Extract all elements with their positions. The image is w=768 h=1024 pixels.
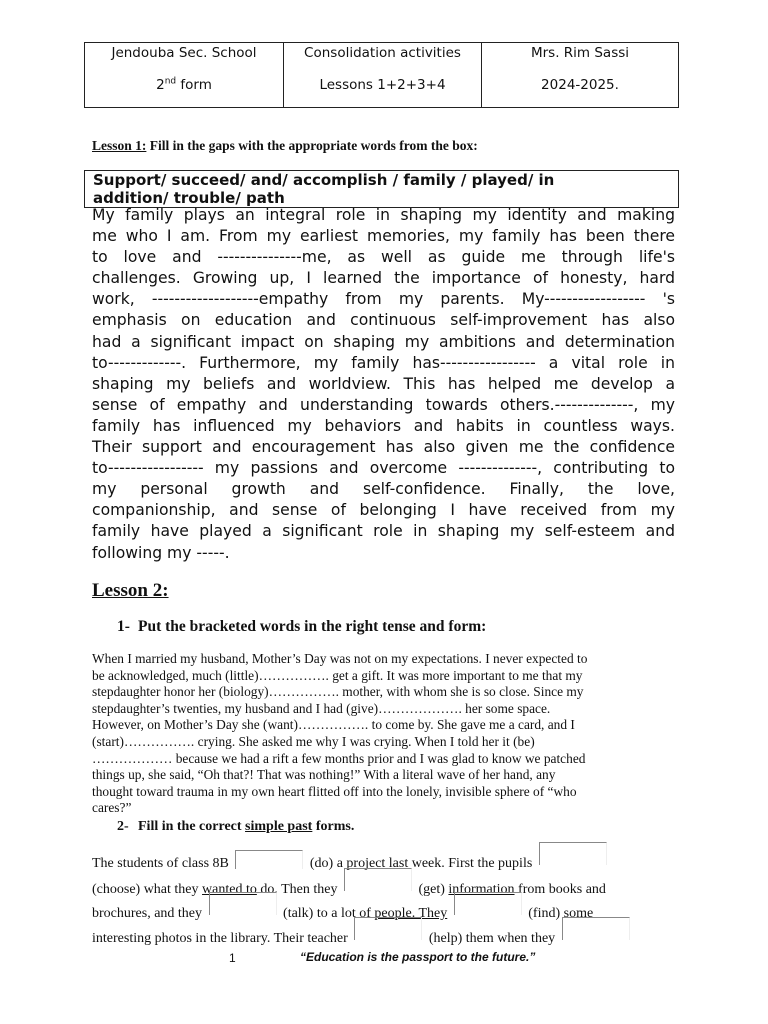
- school-name: Jendouba Sec. School: [111, 45, 257, 61]
- question1-number: 1-: [117, 618, 130, 635]
- school-cell: [85, 43, 284, 108]
- paragraph-line: family has influenced my behaviors and habits in countless ways.: [92, 416, 675, 435]
- paragraph-line: things up, she said, “Oh that?! That was nothing!” With a literal wave of her hand, any: [92, 767, 556, 783]
- activity-title: Consolidation activities: [304, 45, 461, 61]
- exercise-line: interesting photos in the library. Their teacher (help) them when they: [92, 917, 672, 935]
- page-number: 1: [229, 951, 236, 965]
- paragraph-line: Their support and encouragement has also given me the confidence: [92, 438, 675, 457]
- answer-box[interactable]: [539, 842, 607, 865]
- paragraph-line: had a significant impact on shaping my ambitions and determination: [92, 332, 675, 351]
- paragraph-line: sense of empathy and understanding towards others.--------------, my: [92, 395, 675, 414]
- paragraph-line: stepdaughter’s twenties, my husband and I had (give)………………. her some space.: [92, 700, 551, 716]
- question2-number: 2-: [117, 819, 129, 834]
- question1-heading: [117, 618, 486, 636]
- header-table: [84, 42, 679, 108]
- paragraph-line: thought toward trauma in my own heart flitted off into the lonely, invisible sphere of “who: [92, 783, 577, 799]
- paragraph-line: However, on Mother’s Day she (want)……………. to come by. She gave me a card, and I: [92, 717, 575, 733]
- paragraph-line: to----------------- my passions and overcome --------------, contributing to: [92, 459, 675, 478]
- activity-cell: [284, 43, 482, 108]
- paragraph-line: companionship, and sense of belonging I have received from my: [92, 501, 675, 520]
- paragraph-line: ……………… because we had a rift a few months prior and I was glad to know we patched: [92, 750, 586, 766]
- paragraph-line: cares?”: [92, 800, 132, 816]
- question2-heading: 2- Fill in the correct simple past forms.: [117, 819, 355, 834]
- paragraph-line: to-------------. Furthermore, my family has----------------- a vital role in: [92, 353, 675, 372]
- answer-box[interactable]: [454, 892, 522, 915]
- exercise-line: brochures, and they (talk) to a lot of people. They (find) some: [92, 892, 672, 910]
- answer-box[interactable]: [562, 917, 630, 940]
- paragraph-line: stepdaughter honor her (biology)……………. mother, with whom she is so close. Since my: [92, 684, 584, 700]
- answer-box[interactable]: [344, 868, 412, 891]
- question1-paragraph: [92, 651, 672, 817]
- paragraph-line: to love and ---------------me, as well as guide me through life's: [92, 248, 675, 267]
- teacher-cell: [482, 43, 679, 108]
- lesson1-label: Lesson 1:: [92, 138, 147, 153]
- teacher-name: Mrs. Rim Sassi: [530, 45, 630, 61]
- lesson1-instruction: Lesson 1: Fill in the gaps with the appropriate words from the box:: [92, 138, 478, 153]
- paragraph-line: (start)……………. crying. She asked me why I was crying. When I told her it (be): [92, 733, 535, 749]
- paragraph-line: following my -----.: [92, 543, 230, 562]
- word-box: [84, 170, 679, 208]
- paragraph-line: My family plays an integral role in shaping my identity and making: [92, 206, 675, 224]
- answer-box[interactable]: [209, 892, 277, 915]
- paragraph-line: be acknowledged, much (little)……………. get a gift. It was more important to me that my: [92, 667, 583, 683]
- lesson2-title: Lesson 2:: [92, 580, 169, 601]
- answer-box[interactable]: [235, 850, 303, 869]
- paragraph-line: When I married my husband, Mother’s Day was not on my expectations. I never expected to: [92, 651, 588, 666]
- paragraph-line: my personal growth and self-confidence. Finally, the love,: [92, 480, 675, 499]
- paragraph-line: shaping my beliefs and worldview. This has helped me develop a: [92, 374, 675, 393]
- paragraph-line: work, -------------------empathy from my parents. My------------------ 's: [92, 290, 675, 309]
- exercise-line: (choose) what they wanted to do. Then they (get) information from books and: [92, 868, 672, 886]
- paragraph-line: family have played a significant role in shaping my self-esteem and: [92, 522, 675, 541]
- word-box-words: Support/ succeed/ and/ accomplish / family / played/ in addition/ trouble/ path: [93, 171, 555, 207]
- lesson1-paragraph: [92, 205, 675, 564]
- answer-box[interactable]: [354, 917, 422, 940]
- paragraph-line: emphasis on education and continuous self-improvement has also: [92, 311, 675, 330]
- lessons-label: Lessons 1+2+3+4: [319, 77, 446, 93]
- exercise-line: The students of class 8B (do) a project last week. First the pupils: [92, 842, 672, 860]
- question1-text: Put the bracketed words in the right tense and form:: [138, 618, 487, 635]
- school-year: 2024-2025.: [541, 77, 619, 93]
- footer-quote: “Education is the passport to the future.”: [300, 950, 536, 964]
- paragraph-line: challenges. Growing up, I learned the importance of honesty, hard: [92, 269, 675, 288]
- form-label: 2nd form: [156, 76, 212, 93]
- paragraph-line: me who I am. From my earliest memories, my family has been there: [92, 227, 675, 246]
